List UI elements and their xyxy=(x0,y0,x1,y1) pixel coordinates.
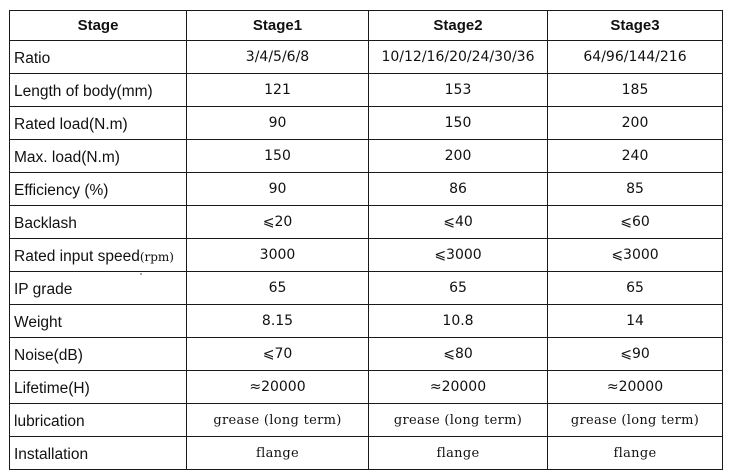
row-label xyxy=(10,41,187,74)
row-label-text: Rated load(N.m) xyxy=(14,115,128,133)
cell-stage2: ⩽80 xyxy=(369,338,548,371)
table-row xyxy=(10,41,723,74)
cell-stage3: 64/96/144/216 xyxy=(548,41,723,74)
row-label xyxy=(10,404,187,437)
table-row xyxy=(10,338,723,371)
cell-stage1: ⩽20 xyxy=(187,206,369,239)
cell-stage1: 3/4/5/6/8 xyxy=(187,41,369,74)
row-label xyxy=(10,437,187,470)
cell-stage1: 65 xyxy=(187,272,369,305)
cell-stage1: grease (long term) xyxy=(187,404,369,437)
cell-stage3: 200 xyxy=(548,107,723,140)
cell-stage1: 90 xyxy=(187,173,369,206)
row-label-text: lubrication xyxy=(14,412,85,430)
cell-stage2: 86 xyxy=(369,173,548,206)
table-row xyxy=(10,173,723,206)
row-label-text: Length of body(mm) xyxy=(14,82,153,100)
spec-table xyxy=(9,10,723,470)
cell-stage2: 200 xyxy=(369,140,548,173)
stray-dot xyxy=(140,273,142,275)
row-label-text: Ratio xyxy=(14,49,51,67)
cell-stage2: ⩽3000 xyxy=(369,239,548,272)
row-label xyxy=(10,140,187,173)
row-label xyxy=(10,272,187,305)
cell-stage1: 90 xyxy=(187,107,369,140)
row-label-text: Max. load(N.m) xyxy=(14,148,120,166)
table-row xyxy=(10,305,723,338)
cell-stage1: ≈20000 xyxy=(187,371,369,404)
cell-stage3: ⩽90 xyxy=(548,338,723,371)
table-row xyxy=(10,404,723,437)
row-label-text: Lifetime(H) xyxy=(14,379,90,397)
cell-stage2: ≈20000 xyxy=(369,371,548,404)
cell-stage1: ⩽70 xyxy=(187,338,369,371)
cell-stage3: ≈20000 xyxy=(548,371,723,404)
header-row xyxy=(10,11,723,41)
row-label-text: Installation xyxy=(14,445,89,463)
cell-stage1: 3000 xyxy=(187,239,369,272)
cell-stage2: flange xyxy=(369,437,548,470)
cell-stage3: 185 xyxy=(548,74,723,107)
cell-stage2: ⩽40 xyxy=(369,206,548,239)
table-row xyxy=(10,371,723,404)
row-label xyxy=(10,305,187,338)
cell-stage3: ⩽3000 xyxy=(548,239,723,272)
cell-stage3: 240 xyxy=(548,140,723,173)
row-label xyxy=(10,107,187,140)
cell-stage2: 65 xyxy=(369,272,548,305)
row-label-text: Weight xyxy=(14,313,62,331)
cell-stage3: grease (long term) xyxy=(548,404,723,437)
header-stage: Stage xyxy=(10,11,187,41)
header-stage1: Stage1 xyxy=(187,11,369,41)
cell-stage1: 150 xyxy=(187,140,369,173)
cell-stage2: 153 xyxy=(369,74,548,107)
table-row xyxy=(10,437,723,470)
row-label-unit: (rpm) xyxy=(139,249,174,264)
cell-stage1: flange xyxy=(187,437,369,470)
cell-stage1: 121 xyxy=(187,74,369,107)
cell-stage2: grease (long term) xyxy=(369,404,548,437)
row-label xyxy=(10,206,187,239)
cell-stage3: flange xyxy=(548,437,723,470)
cell-stage2: 10/12/16/20/24/30/36 xyxy=(369,41,548,74)
row-label-text: Efficiency (%) xyxy=(14,181,109,199)
table-row xyxy=(10,206,723,239)
cell-stage3: 85 xyxy=(548,173,723,206)
table-row xyxy=(10,239,723,272)
row-label xyxy=(10,74,187,107)
row-label-text: IP grade xyxy=(14,280,73,298)
row-label xyxy=(10,371,187,404)
row-label xyxy=(10,239,187,272)
row-label xyxy=(10,338,187,371)
header-stage3: Stage3 xyxy=(548,11,723,41)
cell-stage3: 14 xyxy=(548,305,723,338)
table-row xyxy=(10,272,723,305)
row-label-text: Noise(dB) xyxy=(14,346,83,364)
row-label-text: Rated input speed xyxy=(14,247,140,265)
cell-stage2: 10.8 xyxy=(369,305,548,338)
table-row xyxy=(10,74,723,107)
row-label-text: Backlash xyxy=(14,214,77,232)
table-row xyxy=(10,140,723,173)
spec-body xyxy=(10,41,723,470)
header-stage2: Stage2 xyxy=(369,11,548,41)
cell-stage3: 65 xyxy=(548,272,723,305)
cell-stage3: ⩽60 xyxy=(548,206,723,239)
row-label xyxy=(10,173,187,206)
cell-stage2: 150 xyxy=(369,107,548,140)
table-row xyxy=(10,107,723,140)
cell-stage1: 8.15 xyxy=(187,305,369,338)
